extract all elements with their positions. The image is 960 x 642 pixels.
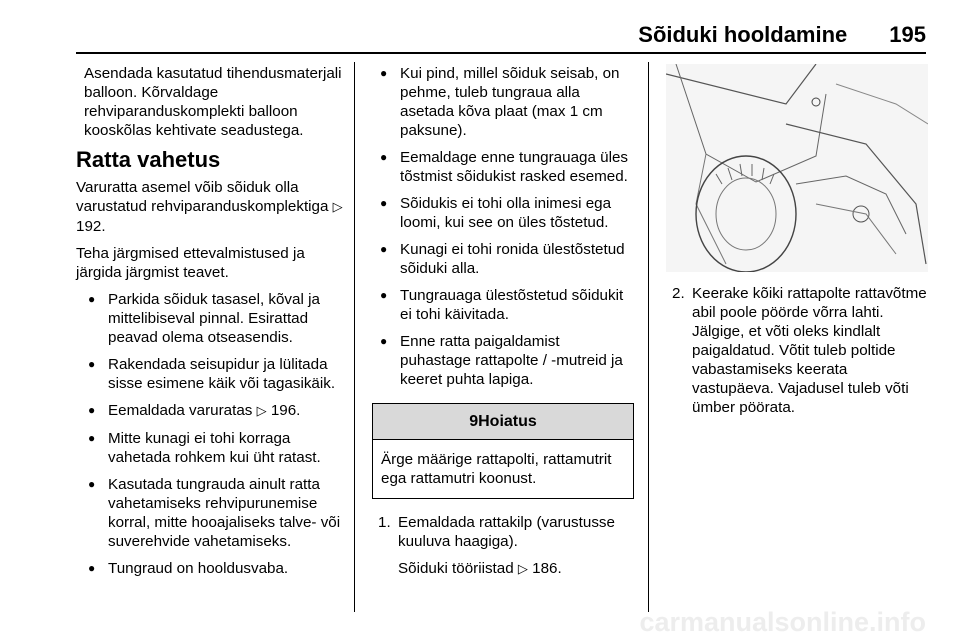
warning-body: Ärge määrige rattapolti, rattamutrit ega rattamutri koonust. (381, 451, 612, 487)
step-text: Eemaldada rattakilp (varustusse kuuluva haagiga). (398, 514, 615, 550)
section-title: Sõiduki hooldamine (638, 22, 848, 47)
preparation-list (76, 290, 344, 578)
warning-box (372, 403, 634, 499)
list-item: ● Eemaldada varuratas ▷ 196. (86, 401, 344, 421)
list-item: ● Tungraud on hooldusvaba. (86, 559, 344, 578)
page-ref-icon: ▷ (332, 200, 343, 215)
warning-title: Hoiatus (478, 413, 537, 430)
column-2 (372, 64, 634, 587)
step-item (672, 284, 928, 417)
page-header (638, 22, 926, 48)
steps-list (372, 513, 634, 579)
list-item: ● Sõidukis ei tohi olla inimesi ega loomi, kui see on üles tõstetud. (378, 194, 634, 232)
warning-icon: 9 (469, 413, 479, 430)
steps-list-continued (666, 284, 928, 417)
wheel-illustration (666, 64, 928, 272)
warning-header (373, 404, 633, 440)
column-3 (666, 64, 928, 425)
step-number: 2. (672, 285, 685, 302)
step-subnote: Sõiduki tööriistad ▷ 186. (398, 560, 562, 577)
step-number: 1. (378, 514, 391, 531)
page-ref-icon: ▷ (256, 404, 267, 419)
column-divider-2 (648, 62, 649, 612)
section-heading: Ratta vahetus (76, 147, 221, 172)
list-item: ● Mitte kunagi ei tohi korraga vahetada rohkem kui üht ratast. (86, 429, 344, 467)
list-item: ● Kunagi ei tohi ronida ülestõstetud sõiduki alla. (378, 240, 634, 278)
column-divider-1 (354, 62, 355, 612)
step-text: Keerake kõiki rattapolte rattavõtme abil poole pöörde võrra lahti. Jälgige, et võti oleks kindlalt paigaldatud. Võtit tuleb poltide vabastamiseks keerata vastupäeva. Vajadusel tuleb võti ümber pöörata. (692, 285, 927, 416)
list-item: ● Parkida sõiduk tasasel, kõval ja mittelibiseval pinnal. Esirattad peavad olema otseasendis. (86, 290, 344, 347)
page-number: 195 (889, 22, 926, 47)
step-item (378, 513, 634, 579)
intro-paragraph: Asendada kasutatud tihendusmaterjali balloon. Kõrvaldage rehviparanduskomplekti balloon kooskõlas kehtivate seadustega. (84, 65, 342, 139)
paragraph-1-text: Varuratta asemel võib sõiduk olla varustatud rehviparanduskomplektiga (76, 179, 329, 215)
list-item: ● Kui pind, millel sõiduk seisab, on pehme, tuleb tungraua alla asetada kõva plaat (max 1 cm paksune). (378, 64, 634, 140)
paragraph-1 (76, 178, 344, 236)
page-ref-icon: ▷ (517, 562, 528, 577)
list-item: ● Eemaldage enne tungrauaga üles tõstmist sõidukist rasked esemed. (378, 148, 634, 186)
list-item: ● Kasutada tungrauda ainult ratta vahetamiseks rehvipurunemise korral, mitte hooajaliseks talve- või suverehvide vahetamiseks. (86, 475, 344, 551)
list-item: ● Tungrauaga ülestõstetud sõidukit ei tohi käivitada. (378, 286, 634, 324)
header-rule (76, 52, 926, 54)
wheel-drawing (666, 64, 928, 272)
list-item: ● Enne ratta paigaldamist puhastage rattapolte / -mutreid ja keeret puhta lapiga. (378, 332, 634, 389)
watermark: carmanualsonline.info (639, 607, 926, 637)
safety-list (372, 64, 634, 389)
paragraph-1-ref: 192. (76, 218, 106, 235)
column-1 (76, 64, 344, 586)
paragraph-2: Teha järgmised ettevalmistused ja järgida järgmist teavet. (76, 245, 305, 281)
list-item: ● Rakendada seisupidur ja lülitada sisse esimene käik või tagasikäik. (86, 355, 344, 393)
